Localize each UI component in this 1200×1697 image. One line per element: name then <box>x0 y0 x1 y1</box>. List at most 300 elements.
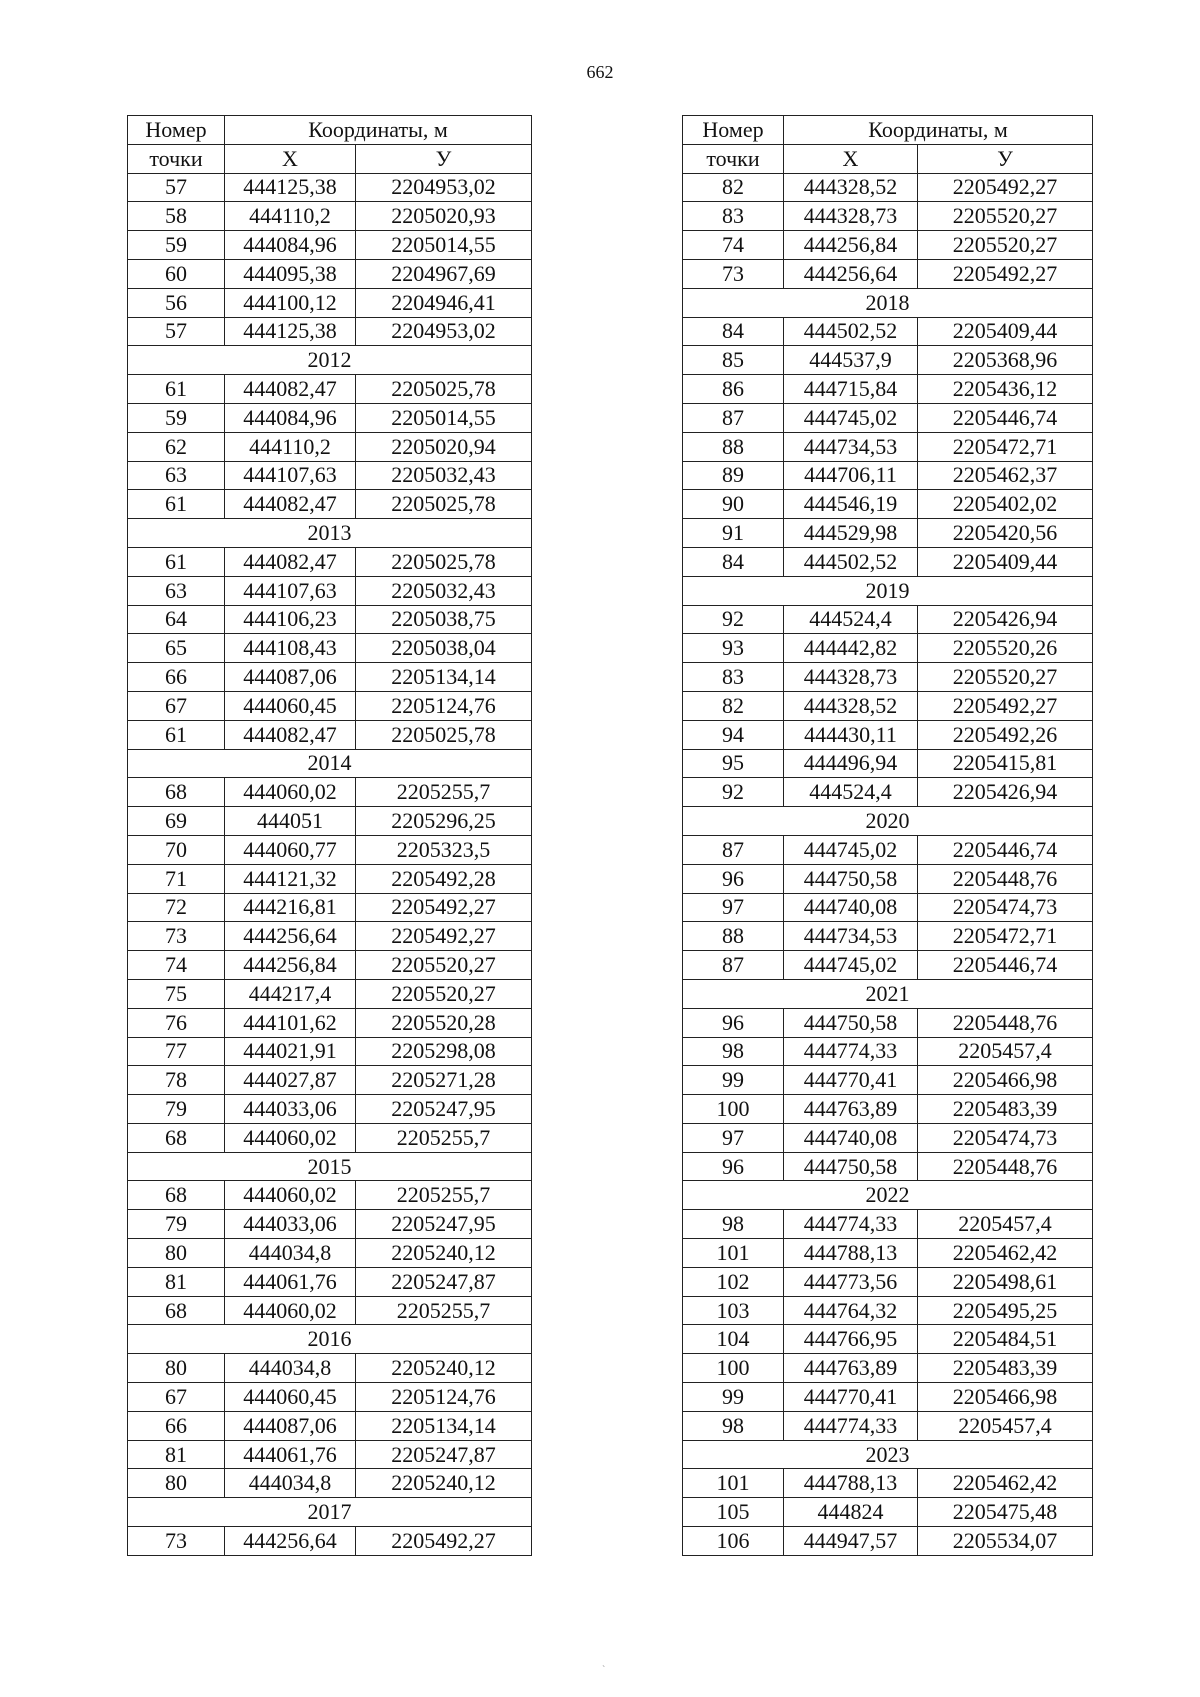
y-coordinate-cell: 2204953,02 <box>356 173 532 202</box>
point-number-cell: 59 <box>128 403 225 432</box>
y-coordinate-cell: 2205484,51 <box>918 1325 1093 1354</box>
x-coordinate-cell: 444084,96 <box>225 231 356 260</box>
x-coordinate-cell: 444328,52 <box>784 691 918 720</box>
x-coordinate-cell: 444546,19 <box>784 490 918 519</box>
y-coordinate-cell: 2205457,4 <box>918 1037 1093 1066</box>
x-coordinate-cell: 444788,13 <box>784 1239 918 1268</box>
point-number-cell: 74 <box>683 231 784 260</box>
table-row <box>128 835 532 864</box>
x-coordinate-cell: 444750,58 <box>784 1008 918 1037</box>
table-row <box>128 951 532 980</box>
y-coordinate-cell: 2205255,7 <box>356 778 532 807</box>
y-coordinate-cell: 2205436,12 <box>918 375 1093 404</box>
x-coordinate-cell: 444740,08 <box>784 1123 918 1152</box>
table-row <box>683 490 1093 519</box>
point-number-cell: 76 <box>128 1008 225 1037</box>
point-number-cell: 80 <box>128 1469 225 1498</box>
x-coordinate-cell: 444095,38 <box>225 259 356 288</box>
y-coordinate-cell: 2205483,39 <box>918 1354 1093 1383</box>
table-row <box>128 1123 532 1152</box>
group-header-row <box>128 346 532 375</box>
group-header-row <box>683 288 1093 317</box>
y-coordinate-cell: 2205025,78 <box>356 547 532 576</box>
y-coordinate-cell: 2205495,25 <box>918 1296 1093 1325</box>
point-number-cell: 99 <box>683 1066 784 1095</box>
table-row <box>128 605 532 634</box>
point-number-cell: 94 <box>683 720 784 749</box>
x-coordinate-cell: 444763,89 <box>784 1354 918 1383</box>
table-row <box>683 1498 1093 1527</box>
x-coordinate-cell: 444034,8 <box>225 1239 356 1268</box>
point-number-cell: 91 <box>683 519 784 548</box>
y-coordinate-cell: 2205409,44 <box>918 547 1093 576</box>
x-coordinate-cell: 444108,43 <box>225 634 356 663</box>
y-coordinate-cell: 2205409,44 <box>918 317 1093 346</box>
y-coordinate-cell: 2205448,76 <box>918 1008 1093 1037</box>
y-coordinate-cell: 2205426,94 <box>918 605 1093 634</box>
table-row <box>128 807 532 836</box>
y-coordinate-cell: 2205462,42 <box>918 1239 1093 1268</box>
point-number-cell: 96 <box>683 1152 784 1181</box>
x-coordinate-cell: 444060,45 <box>225 691 356 720</box>
y-coordinate-cell: 2205446,74 <box>918 951 1093 980</box>
table-row <box>683 461 1093 490</box>
point-number-cell: 79 <box>128 1210 225 1239</box>
point-number-cell: 80 <box>128 1239 225 1268</box>
table-row <box>683 922 1093 951</box>
table-row <box>128 1095 532 1124</box>
point-number-cell: 84 <box>683 317 784 346</box>
table-body-left <box>128 173 532 1555</box>
point-number-cell: 81 <box>128 1440 225 1469</box>
table-row <box>128 1411 532 1440</box>
x-coordinate-cell: 444061,76 <box>225 1440 356 1469</box>
point-number-cell: 62 <box>128 432 225 461</box>
group-header-row <box>128 1152 532 1181</box>
y-coordinate-cell: 2205520,27 <box>918 663 1093 692</box>
point-number-cell: 70 <box>128 835 225 864</box>
x-coordinate-cell: 444745,02 <box>784 403 918 432</box>
group-year-label: 2022 <box>683 1181 1093 1210</box>
y-coordinate-cell: 2205025,78 <box>356 720 532 749</box>
point-number-cell: 63 <box>128 461 225 490</box>
table-row <box>683 1008 1093 1037</box>
y-coordinate-cell: 2205271,28 <box>356 1066 532 1095</box>
table-row <box>683 720 1093 749</box>
y-coordinate-cell: 2204946,41 <box>356 288 532 317</box>
x-coordinate-cell: 444774,33 <box>784 1411 918 1440</box>
x-coordinate-cell: 444110,2 <box>225 432 356 461</box>
point-number-cell: 77 <box>128 1037 225 1066</box>
table-row <box>128 979 532 1008</box>
x-coordinate-cell: 444763,89 <box>784 1095 918 1124</box>
table-row <box>683 893 1093 922</box>
y-coordinate-cell: 2205457,4 <box>918 1411 1093 1440</box>
y-coordinate-cell: 2205492,27 <box>356 1527 532 1556</box>
y-coordinate-cell: 2205448,76 <box>918 864 1093 893</box>
table-row <box>128 1267 532 1296</box>
header-point-number-line1: Номер <box>683 116 784 145</box>
x-coordinate-cell: 444256,84 <box>225 951 356 980</box>
x-coordinate-cell: 444502,52 <box>784 317 918 346</box>
point-number-cell: 61 <box>128 490 225 519</box>
point-number-cell: 88 <box>683 922 784 951</box>
group-year-label: 2020 <box>683 807 1093 836</box>
point-number-cell: 96 <box>683 1008 784 1037</box>
header-y: У <box>356 144 532 173</box>
y-coordinate-cell: 2205492,27 <box>918 259 1093 288</box>
x-coordinate-cell: 444021,91 <box>225 1037 356 1066</box>
group-header-row <box>128 519 532 548</box>
y-coordinate-cell: 2205492,27 <box>356 922 532 951</box>
point-number-cell: 73 <box>128 1527 225 1556</box>
x-coordinate-cell: 444770,41 <box>784 1383 918 1412</box>
point-number-cell: 69 <box>128 807 225 836</box>
x-coordinate-cell: 444060,02 <box>225 1296 356 1325</box>
point-number-cell: 68 <box>128 1181 225 1210</box>
table-row <box>128 317 532 346</box>
y-coordinate-cell: 2205255,7 <box>356 1296 532 1325</box>
x-coordinate-cell: 444110,2 <box>225 202 356 231</box>
point-number-cell: 68 <box>128 778 225 807</box>
table-row <box>128 432 532 461</box>
x-coordinate-cell: 444034,8 <box>225 1469 356 1498</box>
y-coordinate-cell: 2205298,08 <box>356 1037 532 1066</box>
x-coordinate-cell: 444764,32 <box>784 1296 918 1325</box>
point-number-cell: 61 <box>128 375 225 404</box>
table-row <box>128 375 532 404</box>
group-header-row <box>683 807 1093 836</box>
point-number-cell: 103 <box>683 1296 784 1325</box>
y-coordinate-cell: 2205247,95 <box>356 1210 532 1239</box>
table-row <box>128 1239 532 1268</box>
y-coordinate-cell: 2205420,56 <box>918 519 1093 548</box>
y-coordinate-cell: 2205448,76 <box>918 1152 1093 1181</box>
x-coordinate-cell: 444745,02 <box>784 835 918 864</box>
y-coordinate-cell: 2205415,81 <box>918 749 1093 778</box>
point-number-cell: 61 <box>128 547 225 576</box>
x-coordinate-cell: 444256,64 <box>225 922 356 951</box>
x-coordinate-cell: 444774,33 <box>784 1037 918 1066</box>
x-coordinate-cell: 444715,84 <box>784 375 918 404</box>
point-number-cell: 87 <box>683 835 784 864</box>
point-number-cell: 83 <box>683 663 784 692</box>
point-number-cell: 66 <box>128 1411 225 1440</box>
x-coordinate-cell: 444051 <box>225 807 356 836</box>
y-coordinate-cell: 2205492,27 <box>356 893 532 922</box>
point-number-cell: 101 <box>683 1469 784 1498</box>
group-year-label: 2014 <box>128 749 532 778</box>
point-number-cell: 98 <box>683 1411 784 1440</box>
x-coordinate-cell: 444082,47 <box>225 547 356 576</box>
point-number-cell: 85 <box>683 346 784 375</box>
table-row <box>128 663 532 692</box>
y-coordinate-cell: 2205240,12 <box>356 1354 532 1383</box>
point-number-cell: 66 <box>128 663 225 692</box>
point-number-cell: 105 <box>683 1498 784 1527</box>
y-coordinate-cell: 2205520,27 <box>918 202 1093 231</box>
point-number-cell: 98 <box>683 1037 784 1066</box>
point-number-cell: 90 <box>683 490 784 519</box>
point-number-cell: 67 <box>128 691 225 720</box>
table-body-right <box>683 173 1093 1555</box>
table-row <box>128 403 532 432</box>
group-year-label: 2017 <box>128 1498 532 1527</box>
table-row <box>128 778 532 807</box>
y-coordinate-cell: 2205462,42 <box>918 1469 1093 1498</box>
table-row <box>128 1210 532 1239</box>
x-coordinate-cell: 444750,58 <box>784 1152 918 1181</box>
y-coordinate-cell: 2205466,98 <box>918 1066 1093 1095</box>
coordinates-table-right <box>682 115 1093 1556</box>
table-row <box>128 231 532 260</box>
x-coordinate-cell: 444770,41 <box>784 1066 918 1095</box>
point-number-cell: 73 <box>683 259 784 288</box>
table-row <box>128 1296 532 1325</box>
x-coordinate-cell: 444328,73 <box>784 202 918 231</box>
y-coordinate-cell: 2205492,27 <box>918 173 1093 202</box>
x-coordinate-cell: 444216,81 <box>225 893 356 922</box>
x-coordinate-cell: 444125,38 <box>225 173 356 202</box>
y-coordinate-cell: 2205472,71 <box>918 432 1093 461</box>
point-number-cell: 57 <box>128 317 225 346</box>
scan-mark: ` <box>602 1665 606 1676</box>
y-coordinate-cell: 2205457,4 <box>918 1210 1093 1239</box>
x-coordinate-cell: 444734,53 <box>784 432 918 461</box>
x-coordinate-cell: 444060,02 <box>225 1181 356 1210</box>
x-coordinate-cell: 444502,52 <box>784 547 918 576</box>
table-row <box>128 691 532 720</box>
group-header-row <box>683 1440 1093 1469</box>
group-year-label: 2021 <box>683 979 1093 1008</box>
table-row <box>683 1296 1093 1325</box>
y-coordinate-cell: 2205426,94 <box>918 778 1093 807</box>
point-number-cell: 97 <box>683 1123 784 1152</box>
point-number-cell: 100 <box>683 1354 784 1383</box>
y-coordinate-cell: 2205472,71 <box>918 922 1093 951</box>
table-row <box>128 288 532 317</box>
table-row <box>683 1411 1093 1440</box>
y-coordinate-cell: 2205134,14 <box>356 663 532 692</box>
x-coordinate-cell: 444788,13 <box>784 1469 918 1498</box>
header-x: Х <box>225 144 356 173</box>
group-header-row <box>128 1498 532 1527</box>
x-coordinate-cell: 444082,47 <box>225 720 356 749</box>
x-coordinate-cell: 444442,82 <box>784 634 918 663</box>
y-coordinate-cell: 2205498,61 <box>918 1267 1093 1296</box>
point-number-cell: 88 <box>683 432 784 461</box>
point-number-cell: 57 <box>128 173 225 202</box>
x-coordinate-cell: 444060,45 <box>225 1383 356 1412</box>
y-coordinate-cell: 2205247,95 <box>356 1095 532 1124</box>
x-coordinate-cell: 444084,96 <box>225 403 356 432</box>
table-row <box>683 1152 1093 1181</box>
table-row <box>128 1037 532 1066</box>
table-row <box>128 634 532 663</box>
point-number-cell: 64 <box>128 605 225 634</box>
point-number-cell: 72 <box>128 893 225 922</box>
table-row <box>683 1527 1093 1556</box>
y-coordinate-cell: 2205520,28 <box>356 1008 532 1037</box>
x-coordinate-cell: 444100,12 <box>225 288 356 317</box>
x-coordinate-cell: 444430,11 <box>784 720 918 749</box>
table-row <box>128 173 532 202</box>
table-row <box>128 547 532 576</box>
table-row <box>128 1383 532 1412</box>
x-coordinate-cell: 444734,53 <box>784 922 918 951</box>
x-coordinate-cell: 444256,84 <box>784 231 918 260</box>
header-x: Х <box>784 144 918 173</box>
y-coordinate-cell: 2205492,27 <box>918 691 1093 720</box>
table-row <box>683 1325 1093 1354</box>
y-coordinate-cell: 2205368,96 <box>918 346 1093 375</box>
y-coordinate-cell: 2205240,12 <box>356 1469 532 1498</box>
x-coordinate-cell: 444529,98 <box>784 519 918 548</box>
point-number-cell: 56 <box>128 288 225 317</box>
x-coordinate-cell: 444524,4 <box>784 605 918 634</box>
table-row <box>128 720 532 749</box>
point-number-cell: 87 <box>683 951 784 980</box>
x-coordinate-cell: 444524,4 <box>784 778 918 807</box>
point-number-cell: 98 <box>683 1210 784 1239</box>
x-coordinate-cell: 444947,57 <box>784 1527 918 1556</box>
y-coordinate-cell: 2205025,78 <box>356 490 532 519</box>
point-number-cell: 92 <box>683 778 784 807</box>
point-number-cell: 68 <box>128 1296 225 1325</box>
y-coordinate-cell: 2205247,87 <box>356 1267 532 1296</box>
y-coordinate-cell: 2204953,02 <box>356 317 532 346</box>
y-coordinate-cell: 2205124,76 <box>356 691 532 720</box>
y-coordinate-cell: 2205020,94 <box>356 432 532 461</box>
table-row <box>683 1354 1093 1383</box>
point-number-cell: 89 <box>683 461 784 490</box>
x-coordinate-cell: 444328,52 <box>784 173 918 202</box>
header-point-number-line2: точки <box>683 144 784 173</box>
table-row <box>683 375 1093 404</box>
point-number-cell: 87 <box>683 403 784 432</box>
table-row <box>683 634 1093 663</box>
y-coordinate-cell: 2205038,04 <box>356 634 532 663</box>
table-row <box>683 835 1093 864</box>
x-coordinate-cell: 444740,08 <box>784 893 918 922</box>
y-coordinate-cell: 2205014,55 <box>356 403 532 432</box>
point-number-cell: 59 <box>128 231 225 260</box>
table-row <box>683 1267 1093 1296</box>
y-coordinate-cell: 2205296,25 <box>356 807 532 836</box>
point-number-cell: 60 <box>128 259 225 288</box>
table-row <box>683 663 1093 692</box>
y-coordinate-cell: 2205466,98 <box>918 1383 1093 1412</box>
point-number-cell: 102 <box>683 1267 784 1296</box>
table-row <box>128 490 532 519</box>
x-coordinate-cell: 444256,64 <box>784 259 918 288</box>
y-coordinate-cell: 2205446,74 <box>918 835 1093 864</box>
point-number-cell: 82 <box>683 173 784 202</box>
x-coordinate-cell: 444060,02 <box>225 1123 356 1152</box>
table-row <box>128 1440 532 1469</box>
point-number-cell: 95 <box>683 749 784 778</box>
point-number-cell: 96 <box>683 864 784 893</box>
x-coordinate-cell: 444101,62 <box>225 1008 356 1037</box>
table-row <box>683 1383 1093 1412</box>
table-row <box>683 403 1093 432</box>
table-row <box>683 1239 1093 1268</box>
group-header-row <box>683 1181 1093 1210</box>
x-coordinate-cell: 444060,02 <box>225 778 356 807</box>
table-row <box>128 1066 532 1095</box>
y-coordinate-cell: 2205492,26 <box>918 720 1093 749</box>
y-coordinate-cell: 2205124,76 <box>356 1383 532 1412</box>
table-row <box>683 778 1093 807</box>
group-year-label: 2012 <box>128 346 532 375</box>
table-row <box>128 1008 532 1037</box>
table-row <box>128 461 532 490</box>
table-row <box>683 951 1093 980</box>
table-row <box>683 1210 1093 1239</box>
y-coordinate-cell: 2205492,28 <box>356 864 532 893</box>
group-year-label: 2013 <box>128 519 532 548</box>
header-coordinates: Координаты, м <box>784 116 1093 145</box>
y-coordinate-cell: 2205474,73 <box>918 1123 1093 1152</box>
x-coordinate-cell: 444087,06 <box>225 663 356 692</box>
point-number-cell: 79 <box>128 1095 225 1124</box>
point-number-cell: 100 <box>683 1095 784 1124</box>
y-coordinate-cell: 2205255,7 <box>356 1123 532 1152</box>
y-coordinate-cell: 2205520,27 <box>918 231 1093 260</box>
table-row <box>128 922 532 951</box>
point-number-cell: 65 <box>128 634 225 663</box>
table-row <box>683 691 1093 720</box>
x-coordinate-cell: 444107,63 <box>225 461 356 490</box>
table-row <box>683 1469 1093 1498</box>
table-row <box>683 547 1093 576</box>
x-coordinate-cell: 444033,06 <box>225 1095 356 1124</box>
group-year-label: 2023 <box>683 1440 1093 1469</box>
table-row <box>128 893 532 922</box>
header-y: У <box>918 144 1093 173</box>
page-number: 662 <box>586 62 614 82</box>
y-coordinate-cell: 2205534,07 <box>918 1527 1093 1556</box>
x-coordinate-cell: 444537,9 <box>784 346 918 375</box>
table-row <box>683 259 1093 288</box>
point-number-cell: 81 <box>128 1267 225 1296</box>
table-row <box>683 1066 1093 1095</box>
x-coordinate-cell: 444328,73 <box>784 663 918 692</box>
table-row <box>683 432 1093 461</box>
x-coordinate-cell: 444774,33 <box>784 1210 918 1239</box>
x-coordinate-cell: 444773,56 <box>784 1267 918 1296</box>
table-row <box>128 1354 532 1383</box>
point-number-cell: 58 <box>128 202 225 231</box>
x-coordinate-cell: 444082,47 <box>225 490 356 519</box>
table-row <box>683 605 1093 634</box>
point-number-cell: 82 <box>683 691 784 720</box>
y-coordinate-cell: 2205402,02 <box>918 490 1093 519</box>
y-coordinate-cell: 2205020,93 <box>356 202 532 231</box>
x-coordinate-cell: 444217,4 <box>225 979 356 1008</box>
y-coordinate-cell: 2205247,87 <box>356 1440 532 1469</box>
point-number-cell: 67 <box>128 1383 225 1412</box>
point-number-cell: 73 <box>128 922 225 951</box>
table-row <box>683 749 1093 778</box>
x-coordinate-cell: 444060,77 <box>225 835 356 864</box>
x-coordinate-cell: 444087,06 <box>225 1411 356 1440</box>
table-row <box>683 1123 1093 1152</box>
x-coordinate-cell: 444121,32 <box>225 864 356 893</box>
group-year-label: 2016 <box>128 1325 532 1354</box>
y-coordinate-cell: 2205446,74 <box>918 403 1093 432</box>
point-number-cell: 71 <box>128 864 225 893</box>
